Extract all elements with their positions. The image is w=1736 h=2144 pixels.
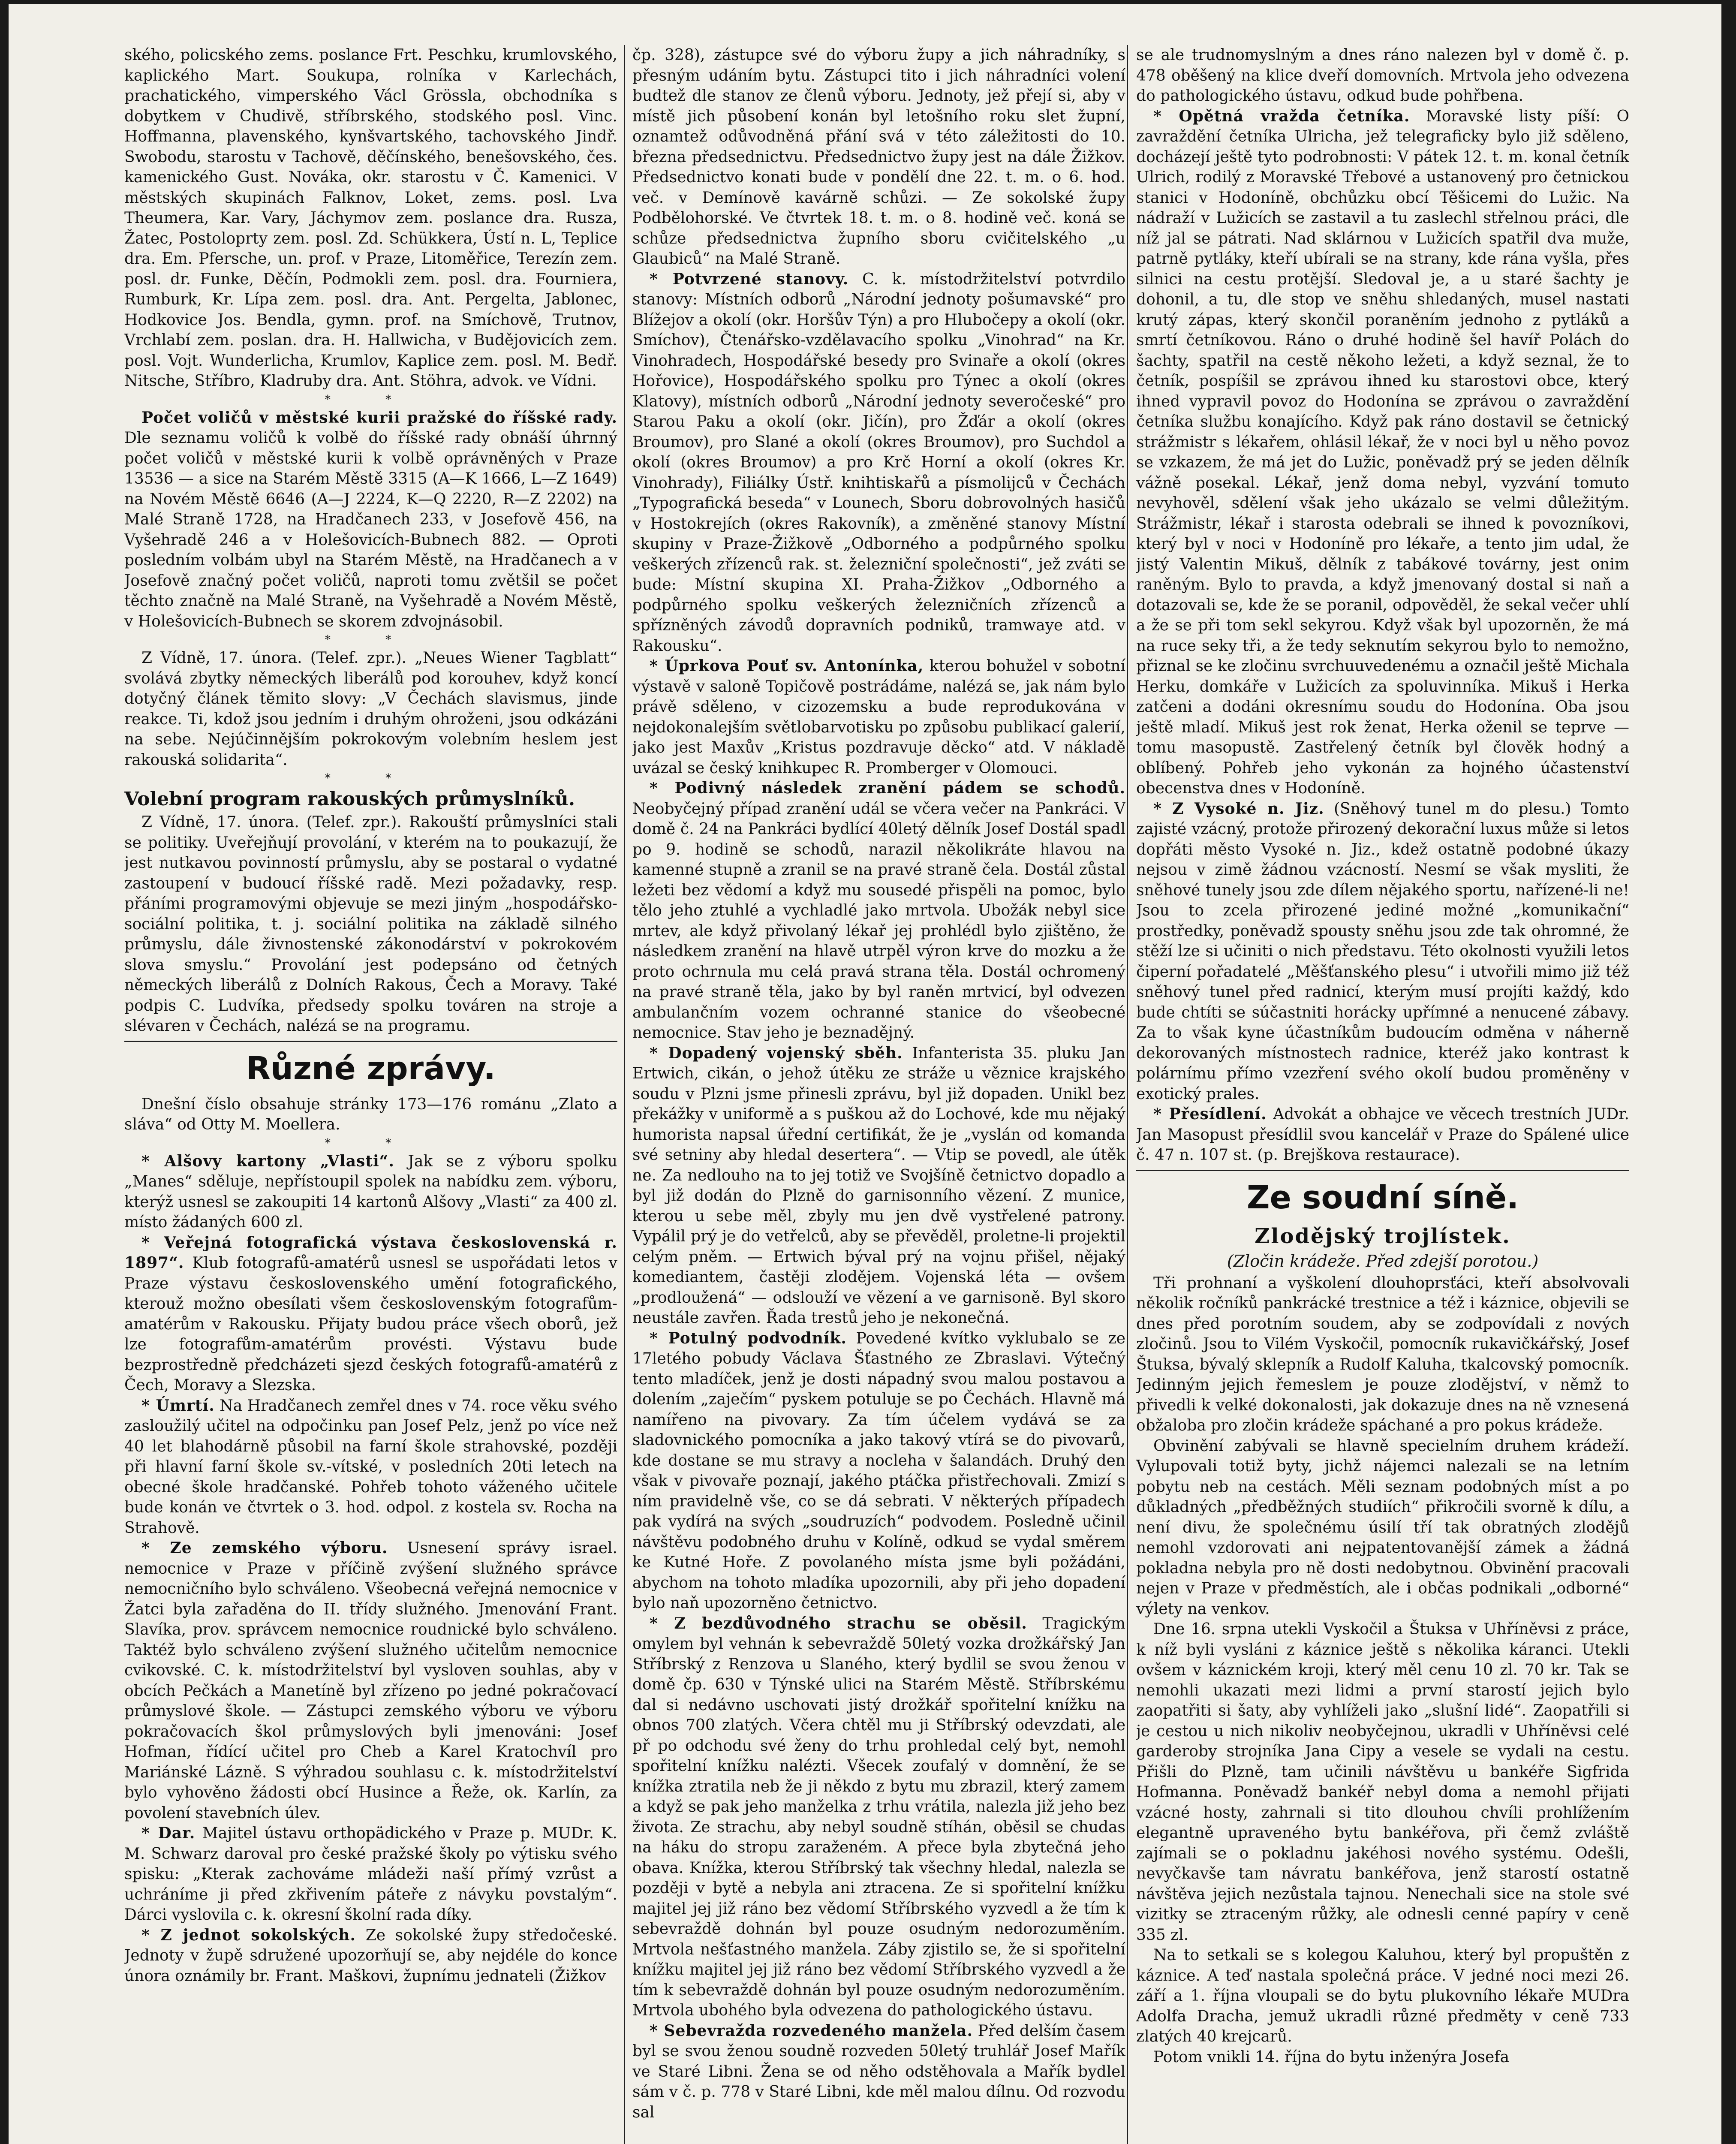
candidate-list: ského, policského zems. poslance Frt. Peschku, krumlovského, kaplického Mart. Soukupa, rolníka v Karlechách, prachatického, vimperského Václ Grössla, obchodníka s dobytkem v Chudivě, stříbrského, stodského posl. Vinc. Hoffmanna, plavenského, kynšvartského, tachovského Jindř. Swobodu, starostu v Tachově, děčínského, benešovského, čes. kamenického Gust. Nováka, okr. starostu v Č. Kamenici. V městských skupinách Falknov, Loket, zems. posl. Lva Theumera, Kar. Vary, Jáchymov zem. poslance dra. Rusza, Žatec, Postoloprty zem. posl. Zd. Schükkera, Ústí n. L, Teplice dra. Em. Pfersche, un. prof. v Praze, Litoměřice, Terezín zem. posl. dr. Funke, Děčín, Podmokli zem. posl. dra. Fourniera, Rumburk, Kr. Lípa zem. posl. dra. Ant. Pergelta, Jablonec, Hodkovice Jos. Bendla, gymn. prof. na Smíchově, Trutnov, Vrchlabí zem. poslan. dra. H. Hallwicha, v Budějovicích zem. posl. Vojt. Wunderlicha, Krumlov, Kaplice zem. posl. M. Bedř. Nitsche, Stříbro, Kladruby dra. Ant. Stöhra, advok. ve Vídni. — [124, 46, 617, 390]
article-body: Neobyčejný případ zranění udál se včera večer na Pankráci. V domě č. 24 na Pankráci bydlící 40letý dělník Josef Dostál spadl po 9. hodině se schodů, narazil několikráte hlavou na kamenné stupně a zranil se na pravé straně čela. Dostál zůstal ležeti bez vědomí a když mu sousedé přispěli na pomoc, bylo tělo jeho ztuhlé a vychladlé jako mrtvola. Ubožák nebyl sice mrtev, ale když přivolaný lékař jej prohlédl bylo zjištěno, že následkem zranění na hlavě utrpěl výron krve do mozku a že proto ochrnula mu celá pravá strana těla. Dostál ochromený na pravé straně těla, jako by byl raněn mrtvicí, byl odvezen ambulančním vozem ochranné stanice do všeobecné nemocnice. Stav jeho je beznadějný. — [632, 800, 1125, 1042]
article-heading: * Sebevražda rozvedeného manžela. — [650, 2021, 973, 2040]
program-heading: Volební program rakouských průmyslníků. — [124, 788, 575, 810]
article-heading: * Opětná vražda četníka. — [1153, 107, 1410, 125]
article-body: Ze sokolské župy středočeské. Jednoty v župě sdružené upozorňují se, aby nejdéle do konce února oznámily br. Frant. Maškovi, župnímu jednateli (Žižkov — [124, 1926, 617, 1985]
article-body: Tragickým omylem byl vehnán k sebevraždě 50letý vozka drožkářský Jan Stříbrský z Renzova u Slaného, který bydlil se svou ženou v domě čp. 630 v Týnské ulici na Starém Městě. Stříbrskému dal si nedávno uschovati jistý drožkář spořitelní knížku na obnos 700 zlatých. Včera chtěl mu ji Stříbrský odevzdati, ale př po odchodu své ženy do trhu prohledal celý byt, nemohl spořitelní knížku nalézti. Všecek zoufalý v domnění, že se knížka ztratila neb že ji někdo z bytu mu zbrazil, který zamem a když se pak jeho manželka z trhu vrátila, nalezla již jeho bez života. Ze strachu, aby nebyl soudně stíhán, oběsil se chudas na háku do stropu zaraženém. A přece byla zbytečná jeho obava. Knížka, kterou Stříbrský tak všechny hledal, nalezla se později v bytě a nebyla ani ztracena. Ze si spořitelní knížku majitel jej již ráno bez vědomí Stříbrského vyzvedl a že tím k sebevraždě dohnán byl pouze osudným nedorozuměním. Mrtvola nešťastného manžela. Záby zjistilo se, že si spořitelní knížku majitel jej již ráno bez vědomí Stříbrského vyzvedl a že tím k sebevraždě dohnán byl pouze osudným nedorozuměním. Mrtvola ubohého byla odvezena do pathologického ústavu. — [632, 1614, 1125, 2019]
article-body: Infanterista 35. pluku Jan Ertwich, cikán, o jehož útěku ze stráže u věznice krajského soudu v Plzni jsme přinesli zprávu, byl již dopaden. Unikl bez překážky v uniformě a s puškou až do Lochové, kde mu nějaký humorista napsal úřední certifikát, že je „vyslán od komanda své setniny aby hledal desertera“. — Vtip se povedl, ale útěk ne. Za nedlouho na to jej totiž ve Svojšíně četnictvo dopadlo a byl již dodán do Plzně do garnisonního vězení. Z munice, kterou u sebe měl, zbyly mu jen dvě vystřelené patrony. Vypálil prý je do vetřelců, aby se převěděl, proletne-li projektil celým pněm. — Ertwich býval prý na vojnu přišel, nějaký komediantem, častěji zlodějem. Vojenská léta — ovšem „prodloužená“ — odslouží ve vězení a ve garnisoně. Byl skoro neustále zavřen. Řada trestů jeho je nekonečná. — [632, 1044, 1125, 1327]
section-title-soud: Ze soudní síně. — [1246, 1179, 1519, 1216]
article-body: Moravské listy píší: O zavraždění četníka Ulricha, jež telegraficky bylo již sděleno, docházejí ještě tyto podrobnosti: V pátek 12. t. m. konal četník Ulrich, rodilý z Moravské Třebové a ustanovený pro četnickou stanici v Hodoníně, obchůzku obcí Těšicemi do Lužic. Na nádraží v Lužicích se zastavil a tu zaslechl střelnou práci, dle níž jal se pátrati. Nad sklárnou v Lužicích spatřil dva muže, patrně pytláky, kteří ubírali se na strany, kde rána vyšla, přes silnici na cestu protější. Sledoval je, a u staré šachty je dohonil, a tu, dle stop ve sněhu shledaných, musel nastati krutý zápas, který skončil poraněním jednoho z pytláků a smrtí četníkovou. Ráno o druhé hodině šel havíř Polách do šachty, spatřil na cestě někoho ležeti, a když seznal, že to četník, pospíšil se zprávou ihned ku starostovi obce, který ihned vypravil povoz do Hodonína se zprávou o zavraždění četníka službu konajícího. Když pak ráno dostavil se četnický strážmistr s lékařem, ohlásil lékař, že v noci byl u něho povoz se vzkazem, že má jet do Lužic, poněvadž prý se jeden dělník vážně posekal. Lékař, jenž doma nebyl, vyzvání tomuto nevyhověl, sdělení však jeho ukázalo se velmi důležitým. Strážmistr, lékař i starosta odebrali se ihned k povozníkovi, který byl v noci v Hodoníně pro lékaře, a tento jim udal, že jistý Valentin Mikuš, dělník z tabákové továrny, jest onim raněným. Bylo to pravda, a když jmenovaný dostal si naň a dotazovali se, kde že se poranil, odpověděl, že sekal večer uhlí a že se při tom sekl sekyrou. Když však byl upozorněn, že má na ruce seky tři, a že tedy seknutím sekyrou bylo to nemožno, přiznal se ke zločinu svrchuuvedenému a označil ještě Michala Herku, domkáře v Lužicích za spoluvinníka. Mikuš i Herka zatčeni a dodáni okresnímu soudu do Hodonína. Oba jsou ještě mladí. Mikuš jest rok ženat, Herka oženil se teprve — tomu masopustě. Zastřelený četník byl člověk hodný a oblíbený. Pohřeb jeho vykonán za hojného účastenství obecenstva dnes v Hodoníně. — [1136, 107, 1629, 797]
column-3 — [1136, 45, 1629, 2144]
column-1 — [124, 45, 617, 2144]
section-subtitle: Zlodějský trojlístek. — [1255, 1224, 1511, 1248]
court-paragraph: Obvinění zabývali se hlavně specielním druhem krádeží. Vylupovali totiž byty, jichž nájemci nalezali se na letním pobytu neb na cestách. Měli seznam podobných míst a po důkladných „předběžných studiích“ přikročili svorně k dílu, a není divu, že společnému úsilí tří tak obratných zlodějů nemohl vzdorovati ani nejpatentovanější zámek a žádná pokladna nebyla pro ně dosti nedobytnou. Obvinění pracovali nejen v Praze v předměstích, ale i občas podnikali „odborné“ výlety na venkov. — [1136, 1437, 1629, 1618]
article-manz — [632, 2021, 1125, 2123]
article-heading: * Potvrzené stanovy. — [650, 270, 849, 288]
article-body: Klub fotografů-amatérů usnesl se uspořádati letos v Praze výstavu československého umění fotografického, kterouž možno obesílati všem československým fotografům-amatérům v Rakousku. Přijaty budou práce všech oborů, jež lze fotografům-amatérům provésti. Výstavu bude bezprostředně předcházeti sjezd českých fotografů-amatérů z Čech, Moravy a Slezska. — [124, 1254, 617, 1394]
article-volicu — [124, 408, 617, 632]
article-presid — [1136, 1104, 1629, 1165]
article-heading: * Z bezdůvodného strachu se oběsil. — [650, 1614, 1027, 1632]
column-2 — [632, 45, 1125, 2144]
article-body: (Sněhový tunel m do plesu.) Tomto zajisté vzácný, protože přirozený dekorační luxus může si letos dopřáti město Vysoké n. Jiz., kdež ostatně podobné úkazy nejsou v zimě žádnou vzácností. Nesmí se však mysliti, že sněhové tunely jsou zde dílem nějakého sportu, nařízené-li ne! Jsou to zcela přirozené jediné možné „komunikační“ prostředky, poněvadž spousty sněhu jsou zde tak ohromné, že stěží lze si učiniti o nich představu. Této okolnosti využili letos čiperní pořadatelé „Měšťanského plesu“ i utvořili mimo již též sněhový tunel před radnicí, kterým musí projíti každý, kdo bude chtíti se súčastniti horácky upřímné a nenucené zábavy. Za to však kyne účastníkům budoucím odměna v náherně dekorovaných místnostech radnice, kteréž jako kontrast k polárnímu přímo vzezření svého okolí budou proměněny v exotický prales. — [1136, 800, 1629, 1103]
article-heading: Počet voličů v městské kurii pražské do říšské rady. — [141, 408, 617, 427]
article-heading: * Podivný následek zranění pádem se schodů. — [650, 779, 1125, 797]
article-heading: * Dopadený vojenský sběh. — [650, 1044, 903, 1062]
article-zemsky — [124, 1538, 617, 1823]
article-heading: * Dar. — [141, 1824, 196, 1842]
article-heading: * Alšovy kartony „Vlasti“. — [141, 1152, 394, 1170]
article-umrti — [124, 1396, 617, 1539]
separator-stars: * * — [325, 393, 417, 406]
article-body: C. k. místodržitelství potvrdilo stanovy: Místních odborů „Národní jednoty pošumavské“ pro Blížejov a okolí (okr. Horšův Týn) a pro Hlubočepy a okolí (okr. Smíchov), Čtenářsko-vzdělavacího spolku „Vinohrad“ na Kr. Vinohradech, Hospodářské besedy pro Svinaře a okolí (okres Hořovice), Hospodářského spolku pro Týnec a okolí (okres Klatovy), místních odborů „Národní jednoty severočeské“ pro Starou Paku a okolí (okr. Jičín), pro Žďár a okolí (okres Broumov), pro Slané a okolí (okres Broumov), pro Suchdol a okolí (okres Broumov) a pro Krč Horní a okolí (okres Kr. Vinohrady), Filiálky Ústř. knihtiskařů a písmolijců v Čechách „Typografická beseda“ v Lounech, Sboru dobrovolných hasičů v Hostokrejích (okres Rakovník), a změněné stanovy Místní skupiny v Praze-Žižkově „Odborného a podpůrného spolku veškerých zřízenců rak. st. železniční společnosti“, jež zváti se bude: Místní skupina XI. Praha-Žižkov „Odborného a podpůrného spolku veškerých železničních zřízenců a spřízněných závodů dopravních podniků, tramwaye atd. v Rakousku“. — [632, 270, 1125, 655]
article-program: Z Vídně, 17. února. (Telef. zpr.). Rakouští průmyslníci stali se politiky. Uveřejňují provolání, v kterém na to poukazují, že jest nutkavou povinností průmyslu, aby se postaral o vydatné zastoupení v budoucí říšské radě. Mezi požadavky, resp. přáními programovými objevuje se mezi jiným „hospodářsko-sociální politika, t. j. sociální politika na základě silného průmyslu, dále živnostenské zákonodárství v pokrokovém slova smyslu.“ Provolání jest podepsáno od četných německých liberálů z Dolních Rakous, Čech a Moravy. Také podpis C. Ludvíka, předsedy spolku továren na stroje a slévaren v Čechách, nalézá se na programu. — [124, 813, 617, 1035]
section-title-ruzne: Různé zprávy. — [246, 1050, 496, 1087]
article-sbeh — [632, 1043, 1125, 1328]
article-heading: * Z Vysoké n. Jiz. — [1153, 799, 1324, 818]
newspaper-page — [9, 4, 1721, 2144]
article-uprka — [632, 656, 1125, 778]
article-body: Jak se z výboru spolku „Manes“ sděluje, nepřístoupil spolek na nabídku zem. výboru, kterýž usnesl se zakoupiti 14 kartonů Alšovy „Vlasti“ za 400 zl. místo žádaných 600 zl. — [124, 1152, 617, 1231]
article-podvod — [632, 1328, 1125, 1614]
article-cetnik — [1136, 106, 1629, 799]
article-dar — [124, 1823, 617, 1925]
court-paragraph: Na to setkali se s kolegou Kaluhou, který byl propuštěn z káznice. A teď nastala společná práce. V jedné noci mezi 26. září a 1. října vloupali se do bytu plukovního lékaře MUDra Adolfa Dracha, jemuž ukradli různé předměty v ceně 733 zlatých 40 krejcarů. — [1136, 1946, 1629, 2045]
section-subtitle-note: (Zločin krádeže. Před zdejší porotou.) — [1227, 1251, 1539, 1271]
separator-stars: * * — [325, 633, 417, 646]
article-body: Na Hradčanech zemřel dnes v 74. roce věku svého zasloužilý učitel na odpočinku pan Josef Pelz, jenž po více než 40 let blahodárně působil na farní škole strahovské, později při hlavní farní škole sv.-vítské, v posledních 20ti letech na obecné škole hradčanské. Pohřeb tohoto váženého učitele bude konán ve čtvrtek o 3. hod. odpol. z kostela sv. Rocha na Strahově. — [124, 1397, 617, 1537]
article-heading: * Přesídlení. — [1153, 1105, 1267, 1123]
novel-notice: Dnešní číslo obsahuje stránky 173—176 románu „Zlato a sláva“ od Otty M. Moellera. — [124, 1095, 617, 1133]
separator-stars: * * — [325, 772, 417, 785]
article-vysoke — [1136, 799, 1629, 1105]
divider — [124, 1041, 617, 1042]
article-continuation: čp. 328), zástupce své do výboru župy a jich náhradníky, s přesným udáním bytu. Zástupci tito i jich náhradníci volení budtež dle stanov ze členů výboru. Jednoty, jež přejí si, aby v místě jich působení konán byl letošního roku slet župní, oznamtež odůvodněná přání svá v této záležitosti do 10. března předsednictvu. Předsednictvo župy jest na dále Žižkov. Předsednictvo konati bude v pondělí dne 22. t. m. o 6. hod. več. v Demínově kavárně schůzi. — Ze sokolské župy Podbělohorské. Ve čtvrtek 18. t. m. o 8. hodině več. koná se schůze předsednictva župního sboru cvičitelského „u Glaubiců“ na Malé Straně. — [632, 46, 1125, 268]
article-sokol — [124, 1925, 617, 1987]
article-body: Usnesení správy israel. nemocnice v Praze v příčině zvýšení služného správce nemocničního bylo schváleno. Všeobecná veřejná nemocnice v Žatci byla zařaděna do II. třídy služného. Jmenování Frant. Slavíka, prov. správcem nemocnice roudnické bylo schváleno. Taktéž bylo schváleno zvýšení služného učitelům nemocnice cvikovské. C. k. místodržitelství byl vysloven souhlas, aby v obcích Pečkách a Manetíně byl zřízeno po jedné pokračovací průmyslové škole. — Zástupci zemského výboru ve výboru pokračovacích škol průmyslových byli jmenováni: Josef Hofman, řídící učitel pro Cheb a Karel Kratochvíl pro Mariánské Lázně. S výhradou souhlasu c. k. místodržitelství bylo vyhověno žádosti obcí Husince a Řeže, ok. Karlín, za povolení stavebních úlev. — [124, 1539, 617, 1822]
article-heading: * Ze zemského výboru. — [141, 1539, 388, 1557]
article-body: Povedené kvítko vyklubalo se ze 17letého pobudy Václava Šťastného ze Zbraslavi. Výtečný tento mladíček, jenž je dosti nápadný svou malou postavou a dolením „zaječím“ pyskem potuluje se po Čechách. Hlavně má namířeno na pivovary. Za tím účelem vydává se za sladovnického pomocníka a jako takový vtírá se do pivovarů, kde dostane se mu stravy a nocleha v šalandách. Druhý den však v pivovaře poznají, jakého ptáčka přistřechovali. Zmizí s ním pravidelně vše, co se dá sebrati. V některých případech pak vydírá na svých „soudruzích“ podvodem. Posledně učinil návštěvu podobného druhu v Kolíně, odkud se vydal směrem ke Kutné Hoře. Z povolaného místa jsme byli požádáni, abychom na tohoto mladíka upozornili, aby při jeho dopadení bylo naň upozorněno četnictvo. — [632, 1329, 1125, 1612]
column-rule — [624, 45, 625, 2144]
separator-stars: * * — [325, 1136, 417, 1150]
article-alsovy — [124, 1151, 617, 1233]
divider — [1136, 1170, 1629, 1171]
article-body: Před delším časem byl se svou ženou soudně rozveden 50letý truhlář Josef Mařík ve Staré Libni. Žena se od něho odstěhovala a Mařík bydlel sám v č. p. 778 v Staré Libni, kde měl malou dílnu. Od rozvodu sal — [632, 2022, 1125, 2121]
court-paragraph: Dne 16. srpna utekli Vyskočil a Štuksa v Uhříněvsi z práce, k níž byli vysláni z káznice ještě s několika káranci. Utekli ovšem v káznickém kroji, který měl cenu 10 zl. 70 kr. Tak se nemohli ukazati mezi lidmi a první starostí jejich bylo zaopatřiti si šaty, aby vyhlíželi jako „slušní lidé“. Zaopatřili si je cestou u nich nikoliv neobyčejnou, ukradli v Uhříněvsi celé garderoby strojníka Jana Cipy a vesele se vydali na cestu. Přišli do Plzně, tam učinili návštěvu u bankéře Sigfrida Hofmanna. Poněvadž bankéř nebyl doma a nemohl přijati vzácné hosty, zahrnali si tito dlouhou chvíli prohlížením elegantně upraveného bytu bankéřova, při čemž zvláště zajímali se o pokladnu jakéhosi nového systému. Odešli, nevyčkavše tam návratu bankéřova, jenž starostí ostatně návštěva jejich nezůstala tajnou. Nenechali sice na stole své vizitky se ztraceným růžky, ale odnesli cenné papíry v ceně 335 zl. — [1136, 1620, 1629, 1944]
article-foto — [124, 1233, 617, 1396]
article-continuation: se ale trudnomyslným a dnes ráno nalezen byl v domě č. p. 478 oběšený na klice dveří domovních. Mrtvola jeho odvezena do pathologického ústavu, odkud bude pohřbena. — [1136, 46, 1629, 105]
article-body: Advokát a obhajce ve věcech trestních JUDr. Jan Masopust přesídlil svou kancelář v Praze do Spálené ulice č. 47 n. 107 st. (p. Brejškova restaurace). — [1136, 1105, 1629, 1164]
court-paragraph: Potom vnikli 14. října do bytu inženýra Josefa — [1153, 2048, 1510, 2066]
article-pad — [632, 778, 1125, 1043]
article-stanovy — [632, 269, 1125, 656]
article-heading: * Z jednot sokolských. — [141, 1926, 356, 1944]
article-heading: * Veřejná fotografická výstava československá r. 1897“. — [124, 1233, 617, 1272]
article-body: Dle seznamu voličů k volbě do říšské rady obnáší úhrnný počet voličů v městské kurii k volbě oprávněných v Praze 13536 — a sice na Starém Městě 3315 (A—K 1666, L—Z 1649) na Novém Městě 6646 (A—J 2224, K—Q 2220, R—Z 2202) na Malé Straně 1728, na Hradčanech 233, v Josefově 456, na Vyšehradě 246 a v Holešovicích-Bubnech 882. — Oproti posledním volbám ubyl na Starém Městě, na Hradčanech a v Josefově značný počet voličů, naproti tomu zvětšil se počet těchto značně na Malé Straně, na Vyšehradě a Novém Městě, v Holešovicích-Bubnech se skorem zdvojnásobil. — [124, 429, 617, 630]
article-body: kterou bohužel v sobotní výstavě v saloně Topičově postrádáme, nalézá se, jak nám bylo právě sděleno, v cizozemsku a bude reprodukována v nejdokonalejším světlobarvotisku po způsobu publikací galerií, jako jest Maxův „Kristus pozdravuje děcko“ atd. V nákladě uvázal se český knihkupec R. Promberger v Olomouci. — [632, 657, 1125, 777]
column-rule — [1127, 45, 1128, 2144]
article-heading: * Úmrtí. — [141, 1396, 215, 1415]
article-heading: * Úprkova Pouť sv. Antonínka, — [650, 657, 924, 675]
article-strach — [632, 1614, 1125, 2021]
court-paragraph: Tři prohnaní a vyškolení dlouhoprsťáci, kteří absolvovali několik ročníků pankrácké trestnice a též i káznice, objevili se dnes před porotním soudem, aby se zodpovídali z nových zločinů. Jsou to Vilém Vyskočil, pomocník rukavičkářský, Josef Štuksa, bývalý sklepník a Rudolf Kaluha, tkalcovský pomocník. Jedinným jejich řemeslem je pouze zlodějství, v němž to přivedli k velké dokonalosti, jak dokazuje dnes na ně vznesená obžaloba pro zločin krádeže spáchané a pro pokus krádeže. — [1136, 1274, 1629, 1434]
article-vidne: Z Vídně, 17. února. (Telef. zpr.). „Neues Wiener Tagblatt“ svolává zbytky německých liberálů pod korouhev, když koncí dotyčný článek těmito slovy: „V Čechách slavismus, jinde reakce. Ti, kdož jsou jedním i druhým ohroženi, jsou odkázáni na sebe. Nejúčinnějším pokrokovým volebním heslem jest rakouská solidarita“. — [124, 649, 617, 769]
article-heading: * Potulný podvodník. — [650, 1329, 847, 1347]
article-body: Majitel ústavu orthopädického v Praze p. MUDr. K. M. Schwarz daroval pro české pražské školy po výtisku svého spisku: „Kterak zachováme mládeži naší přímý vzrůst a uchráníme ji před zkřivením páteře z návyku povstalým“. Dárci vyslovila c. k. okresní školní rada díky. — [124, 1825, 617, 1924]
